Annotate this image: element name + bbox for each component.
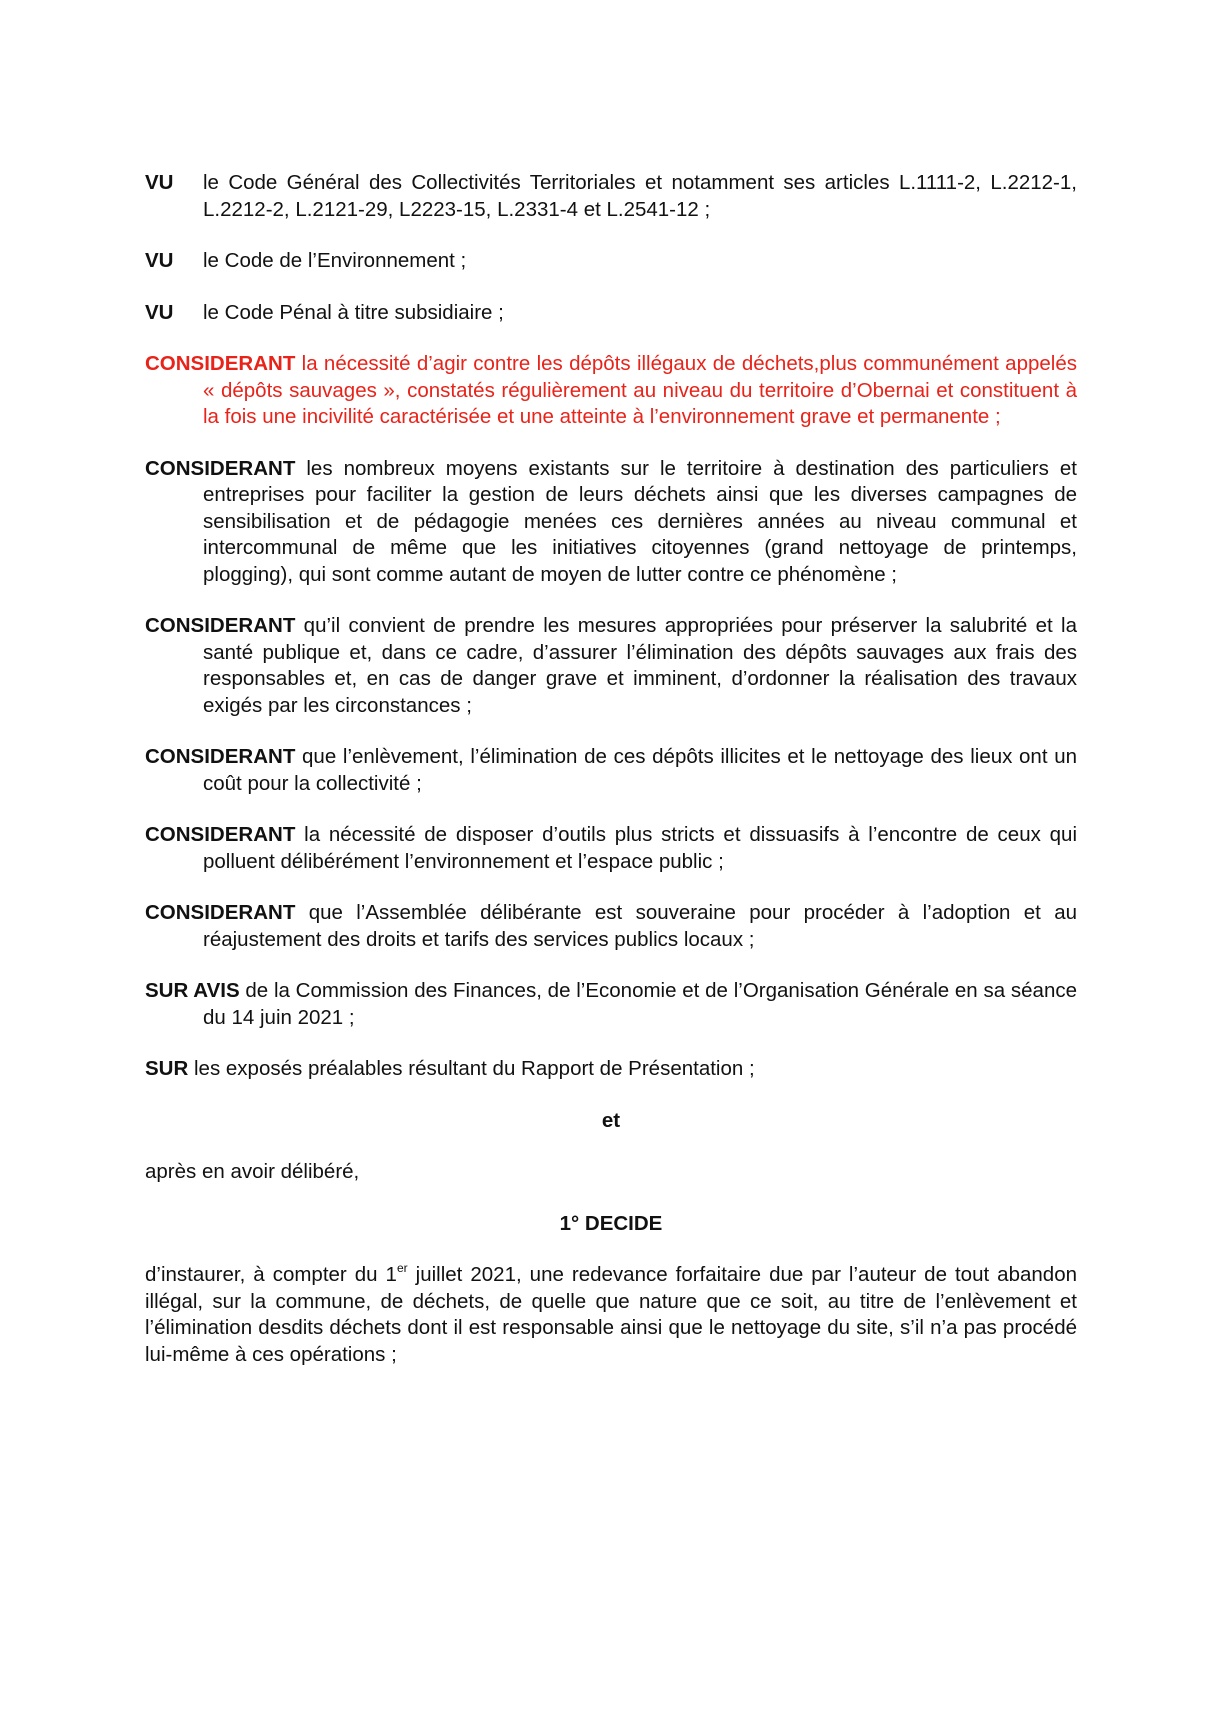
visa-keyword: VU — [145, 171, 174, 194]
visa-keyword: VU — [145, 300, 174, 324]
considerant-text: que l’enlèvement, l’élimination de ces dépôts illicites et le nettoyage des lieux ont un coût pour la collectivité ; — [203, 745, 1077, 795]
sur-avis-keyword: SUR AVIS — [145, 979, 240, 1002]
sur-paragraph — [145, 1056, 1077, 1083]
considerant-text: la nécessité d’agir contre les dépôts illégaux de déchets,plus communément appelés « dépôts sauvages », constatés régulièrement au niveau du territoire d’Obernai et constituent à la fois une incivilité caractérisée et une atteinte à l’environnement grave et permanente ; — [203, 352, 1077, 428]
considerant-paragraph — [145, 744, 1077, 797]
decision-text-end: juillet 2021, une redevance forfaitaire due par l’auteur de tout abandon illégal, sur la commune, de déchets, de quelle que nature que ce soit, au titre de l’enlèvement et l’élimination desdits déchets dont il est responsable ainsi que le nettoyage du site, s’il n’a pas procédé lui-même à ces opérations ; — [145, 1263, 1077, 1366]
decide-heading: 1° DECIDE — [559, 1211, 663, 1235]
visa-paragraph — [145, 248, 1077, 275]
considerant-text: la nécessité de disposer d’outils plus stricts et dissuasifs à l’encontre de ceux qui polluent délibérément l’environnement et l’espace public ; — [203, 823, 1078, 873]
visa-paragraph — [145, 170, 1077, 223]
decision-text-start: d’instaurer, à compter du 1 — [145, 1263, 397, 1286]
visa-text: le Code de l’Environnement ; — [203, 249, 467, 272]
considerant-text: les nombreux moyens existants sur le territoire à destination des particuliers et entreprises pour faciliter la gestion de leurs déchets ainsi que les diverses campagnes de sensibilisation et de pédagogie menées ces dernières années au niveau communal et intercommunal de même que les initiatives citoyennes (grand nettoyage de printemps, plogging), qui sont comme autant de moyen de lutter contre ce phénomène ; — [203, 456, 1077, 586]
considerant-paragraph — [145, 900, 1077, 953]
considerant-keyword: CONSIDERANT — [145, 745, 296, 768]
et-label: et — [601, 1108, 621, 1132]
considerant-text: qu’il convient de prendre les mesures appropriées pour préserver la salubrité et la santé publique et, dans ce cadre, d’assurer l’élimination des dépôts sauvages aux frais des responsables et, en cas de danger grave et imminent, d’ordonner la réalisation des travaux exigés par les circonstances ; — [203, 614, 1077, 717]
considerant-keyword: CONSIDERANT — [145, 823, 296, 846]
considerant-keyword: CONSIDERANT — [145, 352, 296, 375]
sur-avis-text: de la Commission des Finances, de l’Economie et de l’Organisation Générale en sa séance du 14 juin 2021 ; — [203, 979, 1077, 1029]
decision-superscript: er — [396, 1261, 408, 1275]
sur-avis-paragraph — [145, 978, 1077, 1031]
considerant-keyword: CONSIDERANT — [145, 456, 296, 480]
considerant-keyword: CONSIDERANT — [145, 614, 296, 637]
deliberation-text: après en avoir délibéré, — [145, 1160, 360, 1183]
visa-text: le Code Général des Collectivités Territoriales et notamment ses articles L.1111-2, L.2212-1, L.2212-2, L.2121-29, L2223-15, L.2331-4 et L.2541-12 ; — [203, 171, 1077, 221]
visa-text: le Code Pénal à titre subsidiaire ; — [203, 300, 504, 324]
considerant-paragraph — [145, 613, 1077, 719]
considerant-keyword: CONSIDERANT — [145, 901, 296, 924]
sur-text: les exposés préalables résultant du Rapport de Présentation ; — [194, 1057, 755, 1080]
document-page — [145, 170, 1077, 1368]
considerant-paragraph — [145, 456, 1077, 589]
decision-paragraph — [145, 1262, 1077, 1368]
visa-paragraph — [145, 300, 1077, 327]
considerant-paragraph — [145, 822, 1077, 875]
visa-keyword: VU — [145, 249, 174, 272]
considerant-paragraph-highlighted — [145, 351, 1077, 431]
sur-keyword: SUR — [145, 1057, 189, 1080]
considerant-text: que l’Assemblée délibérante est souveraine pour procéder à l’adoption et au réajustement des droits et tarifs des services publics locaux ; — [203, 901, 1077, 951]
